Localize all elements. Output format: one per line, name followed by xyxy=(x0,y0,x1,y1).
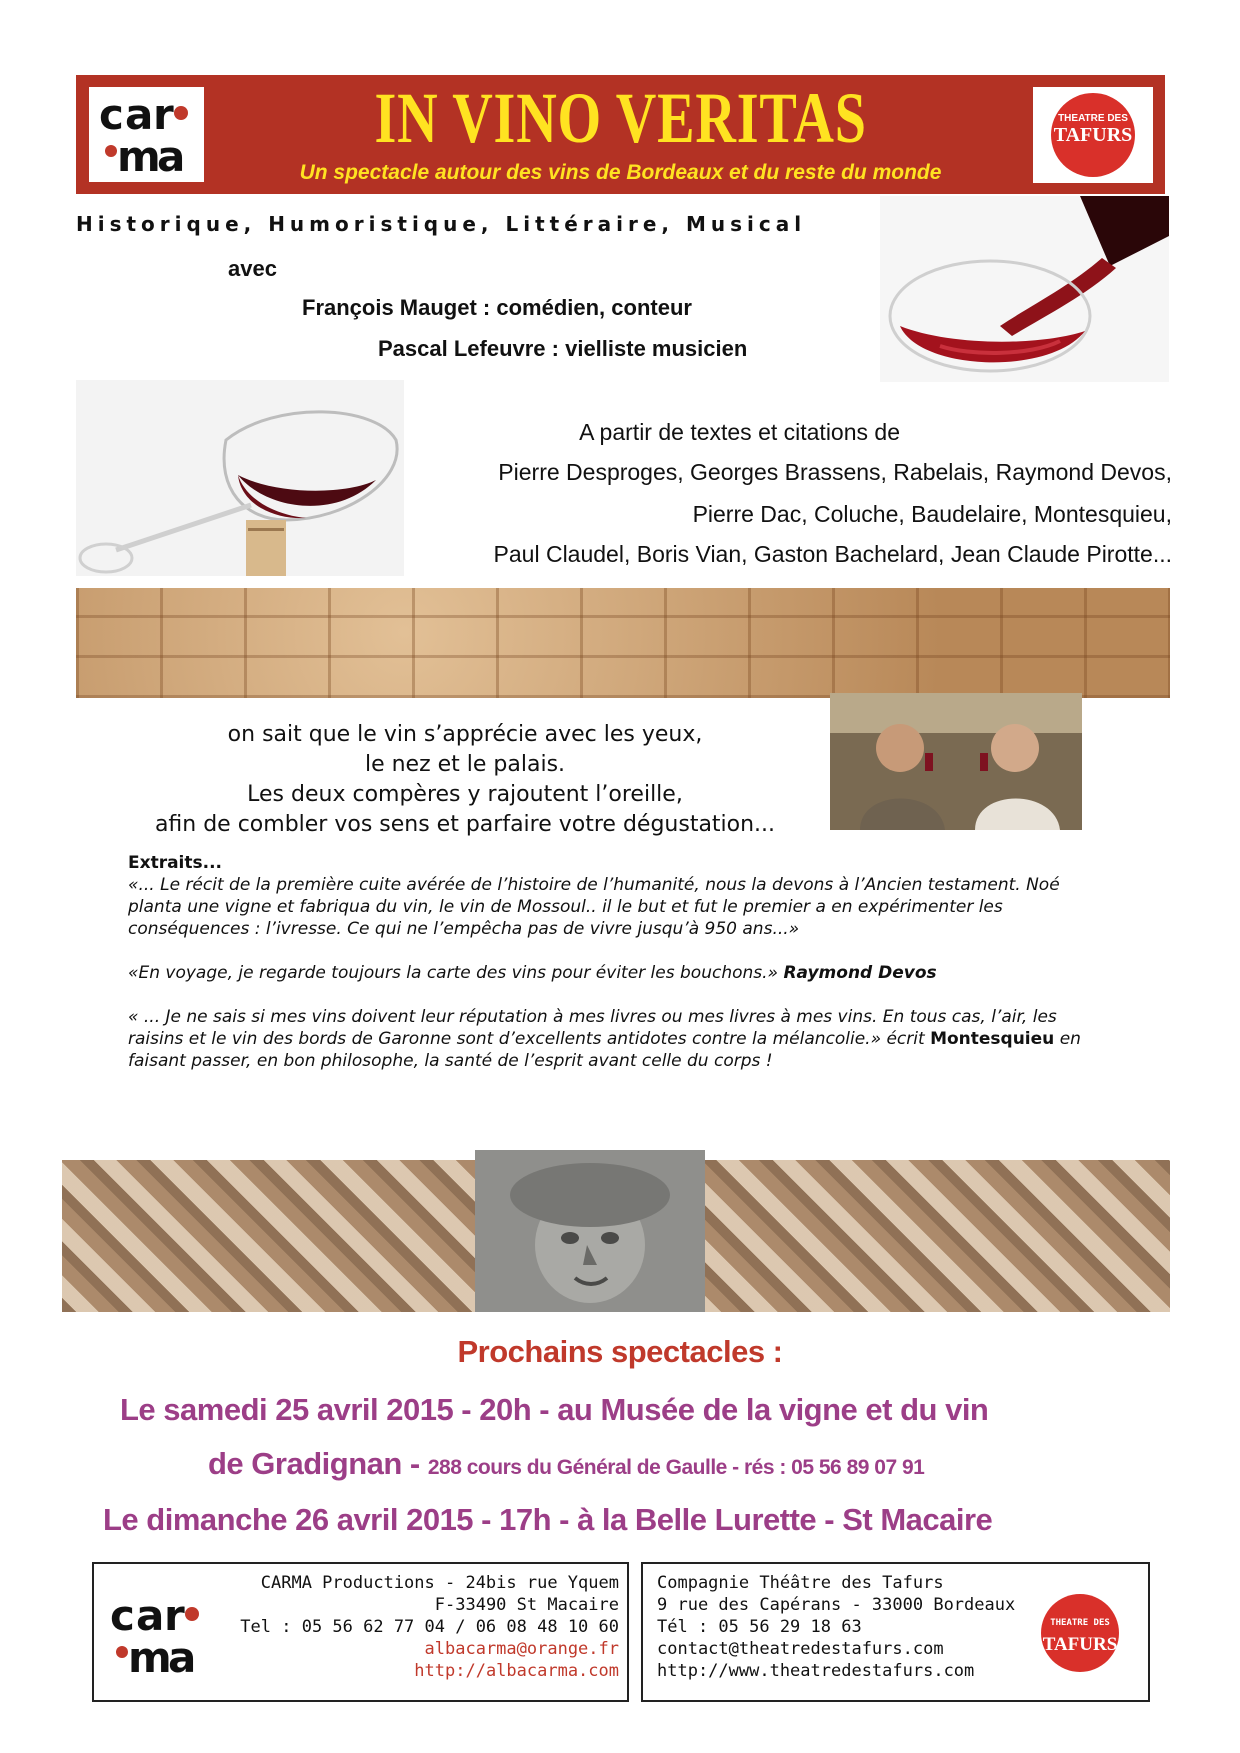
show-line-3: Le dimanche 26 avril 2015 - 17h - à la Belle Lurette - St Macaire xyxy=(103,1502,993,1537)
svg-text:a: a xyxy=(136,1591,165,1640)
wine-pour-icon xyxy=(880,196,1169,382)
footer-tafurs-info xyxy=(657,1572,1015,1682)
svg-text:m: m xyxy=(128,1633,172,1682)
svg-text:r: r xyxy=(164,1591,185,1640)
quote-1: «... Le récit de la première cuite avérée de l’histoire de l’humanité, nous la devons à l’Ancien testament. Noé planta une vigne et fabriqua du vin, le vin de Mossoul.. il le but et fut le premier a en expérimenter les conséquences : l’ivresse. Ce qui ne l’empêcha pas de vivre jusqu’à 950 ans...» xyxy=(128,875,1060,939)
performer-2: Pascal Lefeuvre : vielliste musicien xyxy=(378,336,748,361)
quote-3 xyxy=(128,1006,1083,1072)
extracts-heading: Extraits... xyxy=(128,853,223,873)
wine-glass-icon xyxy=(76,380,404,576)
svg-text:c: c xyxy=(110,1591,135,1640)
header-banner xyxy=(76,75,1165,194)
svg-text:a: a xyxy=(125,90,154,139)
page-subtitle: Un spectacle autour des vins de Bordeaux et du reste du monde xyxy=(299,161,942,184)
tafurs-name: Compagnie Théâtre des Tafurs xyxy=(657,1573,944,1593)
blurb-line-3: Les deux compères y rajoutent l’oreille, xyxy=(247,782,683,807)
quote-2-author: Raymond Devos xyxy=(783,963,937,983)
carma-logo-icon xyxy=(104,1588,214,1683)
tafurs-logo xyxy=(1033,87,1153,183)
tafurs-logo-top: THEATRE DES xyxy=(1058,113,1128,124)
carma-email-link[interactable]: albacarma@orange.fr xyxy=(424,1639,619,1659)
footer-carma-info xyxy=(240,1572,619,1682)
show-line-2-detail: 288 cours du Général de Gaulle - rés : 05 56 89 07 91 xyxy=(427,1456,925,1479)
performers-photo-icon xyxy=(830,693,1082,830)
corks-banner-1 xyxy=(76,588,1170,698)
page-title: IN VINO VERITAS xyxy=(374,78,867,158)
tafurs-badge-icon xyxy=(1051,93,1135,177)
quote-3-part-2: en faisant passer, en bon philosophe, la santé de l’esprit avant celle du corps ! xyxy=(128,1029,1081,1071)
svg-text:a: a xyxy=(157,132,186,181)
carma-web-link[interactable]: http://albacarma.com xyxy=(414,1661,619,1681)
footer-tafurs xyxy=(641,1562,1150,1702)
footer-tafurs-logo xyxy=(1041,1594,1119,1672)
footer-tafurs-logo-top: THEATRE DES xyxy=(1050,1618,1110,1628)
sources-lead-text: A partir de textes et citations de xyxy=(579,419,900,445)
sources-line-2: Pierre Dac, Coluche, Baudelaire, Montesquieu, xyxy=(692,501,1172,527)
blurb-line-4: afin de combler vos sens et parfaire votre dégustation... xyxy=(154,812,776,837)
quote-2-text: «En voyage, je regarde toujours la carte des vins pour éviter les bouchons.» xyxy=(128,963,779,983)
carma-name: CARMA Productions - 24bis rue Yquem xyxy=(260,1573,619,1593)
wine-pouring-photo xyxy=(880,196,1169,382)
quote-3-author: Montesquieu xyxy=(930,1029,1055,1049)
mascaron-photo xyxy=(475,1150,705,1312)
svg-text:r: r xyxy=(153,90,174,139)
tafurs-logo-main: TAFURS xyxy=(1053,124,1133,146)
footer-carma xyxy=(92,1562,629,1702)
sources-line-1: Pierre Desproges, Georges Brassens, Rabelais, Raymond Devos, xyxy=(498,459,1172,485)
show-line-2-main: de Gradignan - xyxy=(208,1446,420,1481)
tafurs-address: 9 rue des Capérans - 33000 Bordeaux xyxy=(657,1595,1016,1615)
shows-title: Prochains spectacles : xyxy=(457,1334,783,1369)
quote-2 xyxy=(128,962,1083,984)
mascaron-icon xyxy=(475,1150,705,1312)
footer-carma-logo xyxy=(104,1588,214,1683)
show-line-2 xyxy=(208,1446,924,1482)
blurb xyxy=(110,720,820,840)
tafurs-tel: Tél : 05 56 29 18 63 xyxy=(657,1617,862,1637)
quote-3-part-1: « ... Je ne sais si mes vins doivent leur réputation à mes livres ou mes livres à mes vins. En tous cas, l’air, les raisins et le vin des bords de Garonne sont d’excellents antidotes contre la mélancolie.» écrit xyxy=(128,1007,1057,1049)
svg-text:m: m xyxy=(117,132,161,181)
performer-1: François Mauget : comédien, conteur xyxy=(302,295,692,320)
show-line-1: Le samedi 25 avril 2015 - 20h - au Musée de la vigne et du vin xyxy=(120,1392,989,1427)
wine-glass-photo xyxy=(76,380,404,576)
tafurs-web-link[interactable]: http://www.theatredestafurs.com xyxy=(657,1661,975,1681)
carma-city: F-33490 St Macaire xyxy=(434,1595,619,1615)
blurb-line-1: on sait que le vin s’apprécie avec les yeux, xyxy=(227,722,703,747)
genres-line: Historique, Humoristique, Littéraire, Musical xyxy=(76,212,807,236)
footer-tafurs-logo-main: TAFURS xyxy=(1042,1634,1118,1655)
performers-photo xyxy=(830,693,1082,830)
sources-lead xyxy=(412,415,940,449)
avec-label: avec xyxy=(228,256,277,281)
blurb-line-2: le nez et le palais. xyxy=(364,752,566,777)
extracts xyxy=(128,852,1083,1072)
tafurs-email-link[interactable]: contact@theatredestafurs.com xyxy=(657,1639,944,1659)
carma-tel: Tel : 05 56 62 77 04 / 06 08 48 10 60 xyxy=(240,1617,619,1637)
svg-text:c: c xyxy=(99,90,124,139)
svg-text:a: a xyxy=(168,1633,197,1682)
sources-line-3: Paul Claudel, Boris Vian, Gaston Bachelard, Jean Claude Pirotte... xyxy=(493,541,1172,567)
